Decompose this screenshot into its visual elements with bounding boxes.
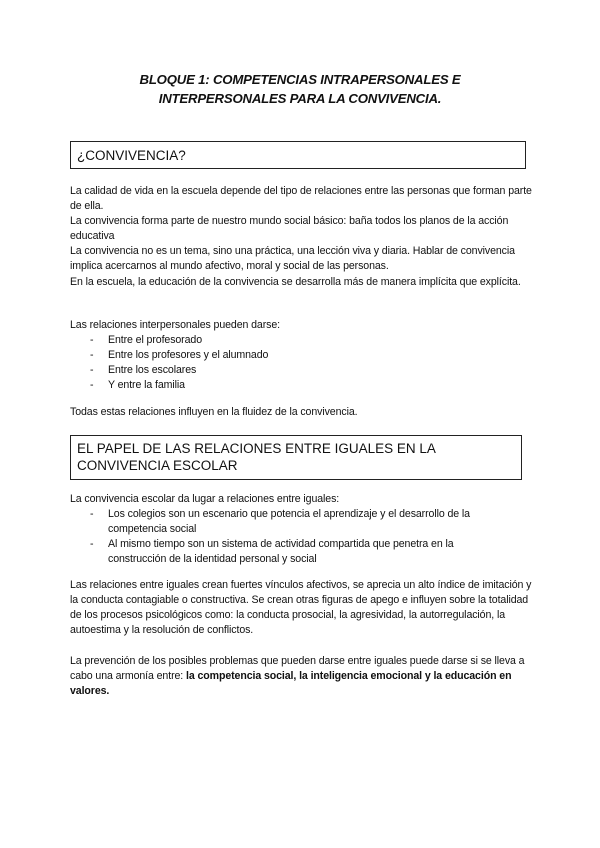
list-item: - Y entre la familia <box>70 378 540 393</box>
list-item: - Entre el profesorado <box>70 333 540 348</box>
title-line-1: BLOQUE 1: COMPETENCIAS INTRAPERSONALES E <box>139 72 461 87</box>
paragraph: La calidad de vida en la escuela depende del tipo de relaciones entre las personas que forman parte de ella. <box>70 185 532 213</box>
iguales-list <box>70 507 510 567</box>
list-item: - Los colegios son un escenario que potencia el aprendizaje y el desarrollo de la competencia social <box>70 507 510 537</box>
paragraph <box>70 654 540 699</box>
paragraph: La convivencia no es un tema, sino una práctica, una lección viva y diaria. Hablar de convivencia implica acercarnos al mundo afectivo, moral y social de las personas. <box>70 245 515 273</box>
emphasis-text: la competencia social, la inteligencia emocional y la educación en valores. <box>70 670 512 698</box>
section-heading-relaciones-iguales <box>70 435 522 480</box>
paragraph-text: La prevención de los posibles problemas que pueden darse entre iguales puede darse si se lleva a cabo una armonía entre: <box>70 655 525 683</box>
title-line-2: INTERPERSONALES PARA LA CONVIVENCIA. <box>158 91 442 106</box>
document-title <box>70 70 530 108</box>
section-heading-line-1: EL PAPEL DE LAS RELACIONES ENTRE IGUALES EN LA <box>77 441 436 456</box>
section1-list-block <box>70 318 540 393</box>
list-item: - Entre los escolares <box>70 363 540 378</box>
paragraph: En la escuela, la educación de la convivencia se desarrolla más de manera implícita que explícita. <box>70 275 521 288</box>
relations-list <box>70 333 540 393</box>
section1-body <box>70 184 540 290</box>
list-item: - Al mismo tiempo son un sistema de actividad compartida que penetra en la construcción de la identidad personal y social <box>70 537 510 567</box>
section2-list-block <box>70 492 540 567</box>
section1-closing <box>70 405 540 420</box>
section-heading-text: ¿CONVIVENCIA? <box>77 148 186 163</box>
section-heading-convivencia <box>70 141 526 169</box>
paragraph: Las relaciones entre iguales crean fuertes vínculos afectivos, se aprecia un alto índice de imitación y la conducta contagiable o constructiva. Se crean otras figuras de apego e influyen sobre la totalidad de los procesos psicológicos como: la conducta prosocial, la agresividad, la autorregulación, la autoestima y la resolución de conflictos. <box>70 579 532 637</box>
list-intro: La convivencia escolar da lugar a relaciones entre iguales: <box>70 493 340 505</box>
section2-paragraph-3 <box>70 654 540 699</box>
paragraph: La convivencia forma parte de nuestro mundo social básico: baña todos los planos de la acción educativa <box>70 215 509 243</box>
section2-paragraph-2 <box>70 578 540 638</box>
list-item: - Entre los profesores y el alumnado <box>70 348 540 363</box>
list-intro: Las relaciones interpersonales pueden darse: <box>70 319 280 331</box>
section-heading-line-2: CONVIVENCIA ESCOLAR <box>77 458 238 473</box>
paragraph: Todas estas relaciones influyen en la fluidez de la convivencia. <box>70 406 358 418</box>
